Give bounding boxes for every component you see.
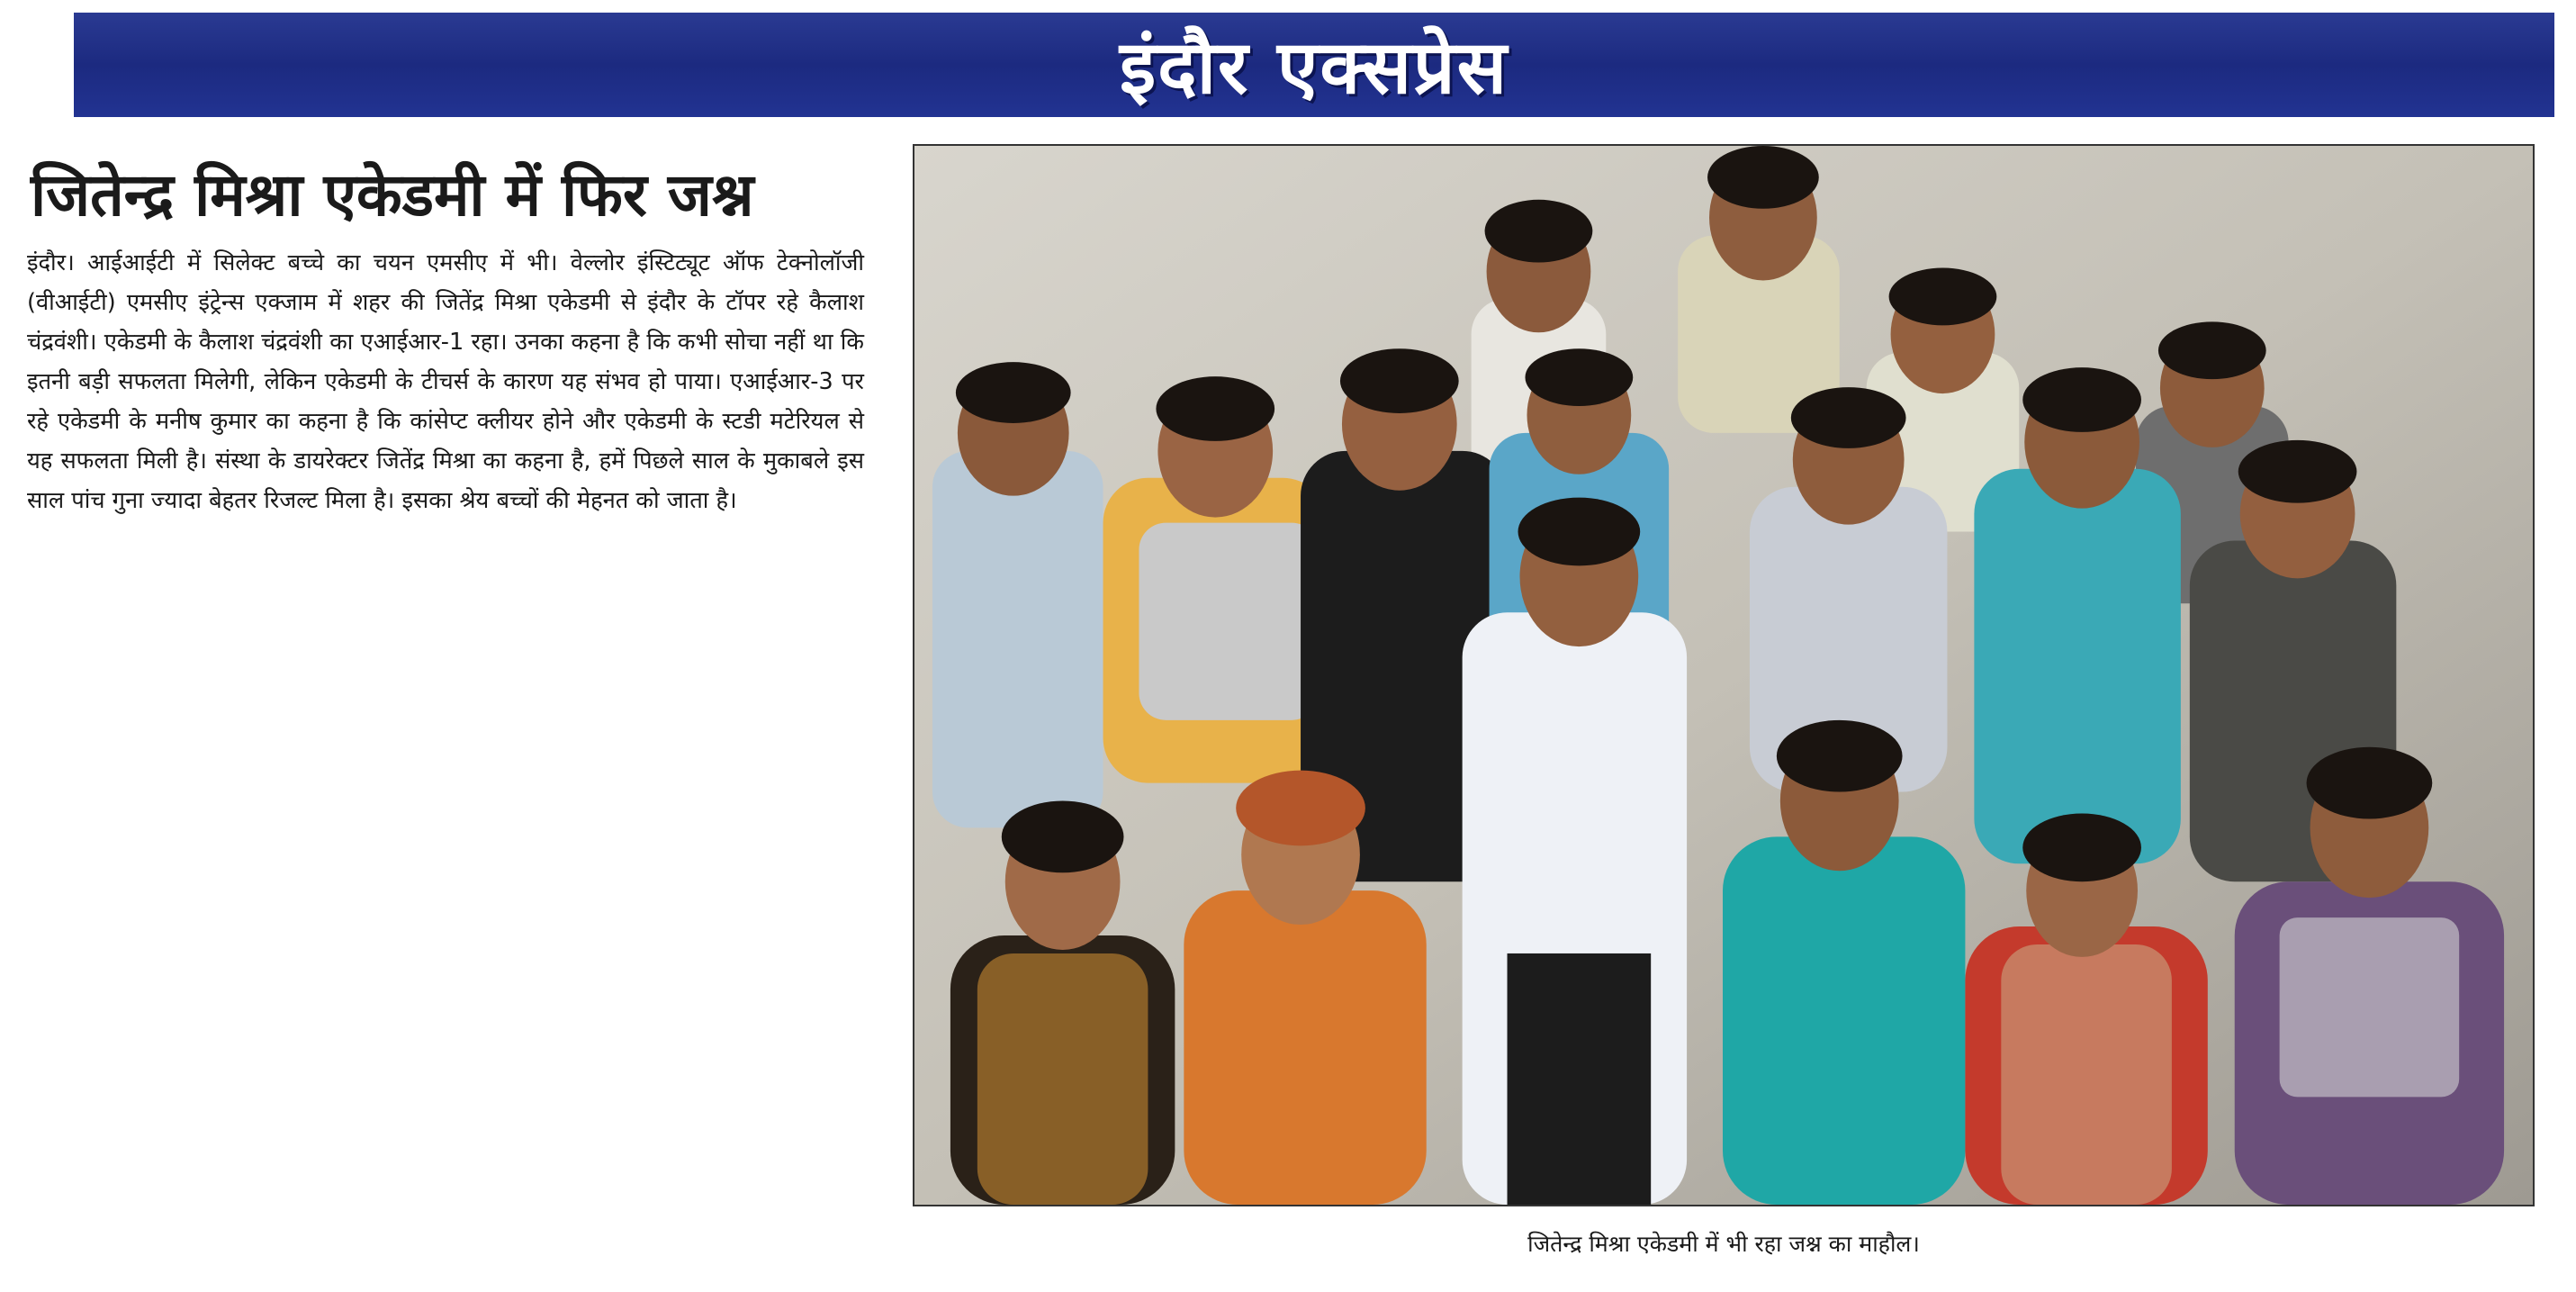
masthead-banner xyxy=(74,13,2554,117)
photo-caption: जितेन्द्र मिश्रा एकेडमी में भी रहा जश्न का माहौल। xyxy=(1527,1231,1920,1257)
article-body: इंदौर। आईआईटी में सिलेक्ट बच्चे का चयन एमसीए में भी। वेल्लोर इंस्टिट्यूट ऑफ टेक्नोलॉजी (वीआईटी) एमसीए इंट्रेन्स एक्जाम में शहर की जितेंद्र मिश्रा एकेडमी से इंदौर के टॉपर रहे कैलाश चंद्रवंशी। एकेडमी के कैलाश चंद्रवंशी का एआईआर-1 रहा। उनका कहना है कि कभी सोचा नहीं था कि इतनी बड़ी सफलता मिलेगी, लेकिन एकेडमी के टीचर्स के कारण यह संभव हो पाया। एआईआर-3 पर रहे एकेडमी के मनीष कुमार का कहना है कि कांसेप्ट क्लीयर होने और एकेडमी के स्टडी मटेरियल से यह सफलता मिली है। संस्था के डायरेक्टर जितेंद्र मिश्रा का कहना है, हमें पिछले साल के मुकाबले इस साल पांच गुना ज्यादा बेहतर रिजल्ट मिला है। इसका श्रेय बच्चों की मेहनत को जाता है। xyxy=(27,249,864,514)
group-photo xyxy=(913,144,2535,1206)
group-photo-illustration xyxy=(914,146,2533,1205)
article-headline: जितेन्द्र मिश्रा एकेडमी में फिर जश्न xyxy=(31,160,754,230)
masthead-title: इंदौर एक्सप्रेस xyxy=(1119,25,1509,111)
